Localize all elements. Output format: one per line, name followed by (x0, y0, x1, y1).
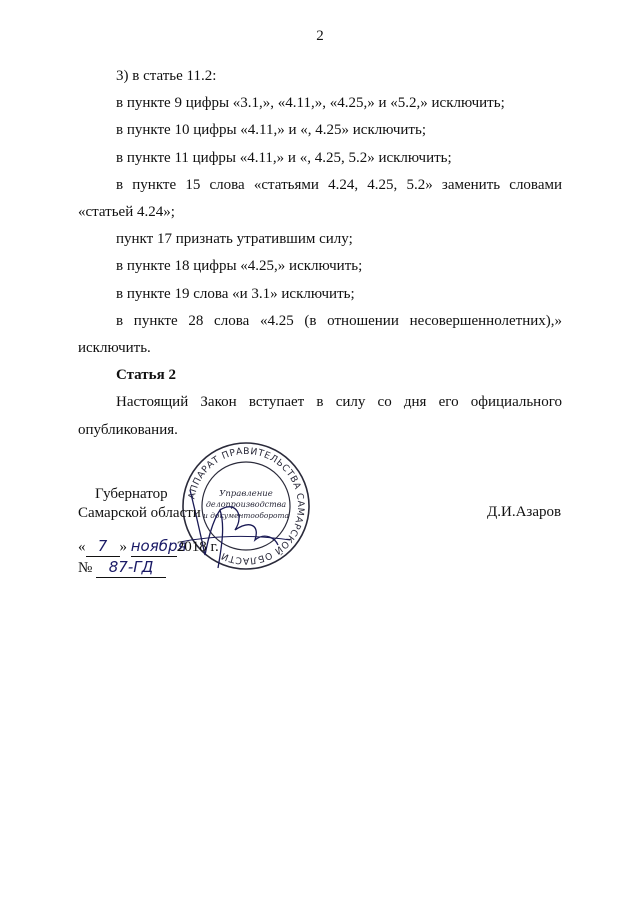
number-value: 87-ГД (96, 557, 166, 578)
signatory-name: Д.И.Азаров (487, 504, 562, 520)
signing-date (78, 536, 219, 557)
article-text: Настоящий Закон вступает в силу со дня его официального опубликования. (78, 394, 562, 438)
date-month: ноября (130, 537, 187, 555)
date-day: 7 (86, 536, 120, 557)
law-number (78, 557, 219, 578)
signatory-title: Губернатор (95, 486, 168, 502)
date-year: 2018 г. (176, 539, 219, 555)
paragraph: в пункте 18 цифры «4.25,» исключить; (116, 258, 363, 275)
paragraph: 3) в статье 11.2: (116, 68, 217, 84)
date-and-number (78, 536, 219, 578)
signature-block (78, 485, 201, 523)
paragraph: в пункте 28 слова «4.25 (в отношении несовершеннолетних),» исключить. (78, 312, 562, 357)
date-open-quote: « (78, 539, 86, 555)
paragraph: в пункте 19 слова «и 3.1» исключить; (116, 285, 355, 302)
seal-line: и документооборота (203, 511, 289, 520)
page-number: 2 (316, 28, 324, 44)
seal-line: Управление (219, 489, 273, 499)
seal-line: делопроизводства (205, 500, 287, 509)
signatory-region: Самарской области (78, 505, 201, 521)
document-body (78, 63, 562, 444)
paragraph: пункт 17 признать утратившим силу; (116, 231, 353, 248)
date-close-quote: » (119, 539, 127, 555)
paragraph: в пункте 10 цифры «4.11,» и «, 4.25» исключить; (116, 122, 426, 139)
paragraph: в пункте 11 цифры «4.11,» и «, 4.25, 5.2» исключить; (116, 149, 452, 166)
number-prefix: № (78, 560, 93, 576)
seal-ring-text: АППАРАТ ПРАВИТЕЛЬСТВА САМАРСКОЙ ОБЛАСТИ (186, 445, 307, 567)
paragraph: в пункте 9 цифры «3.1,», «4.11,», «4.25,» и «5.2,» исключить; (116, 95, 505, 112)
paragraph: в пункте 15 слова «статьями 4.24, 4.25, 5.2» заменить словами «статьей 4.24»; (78, 176, 562, 221)
article-heading: Статья 2 (116, 367, 176, 384)
